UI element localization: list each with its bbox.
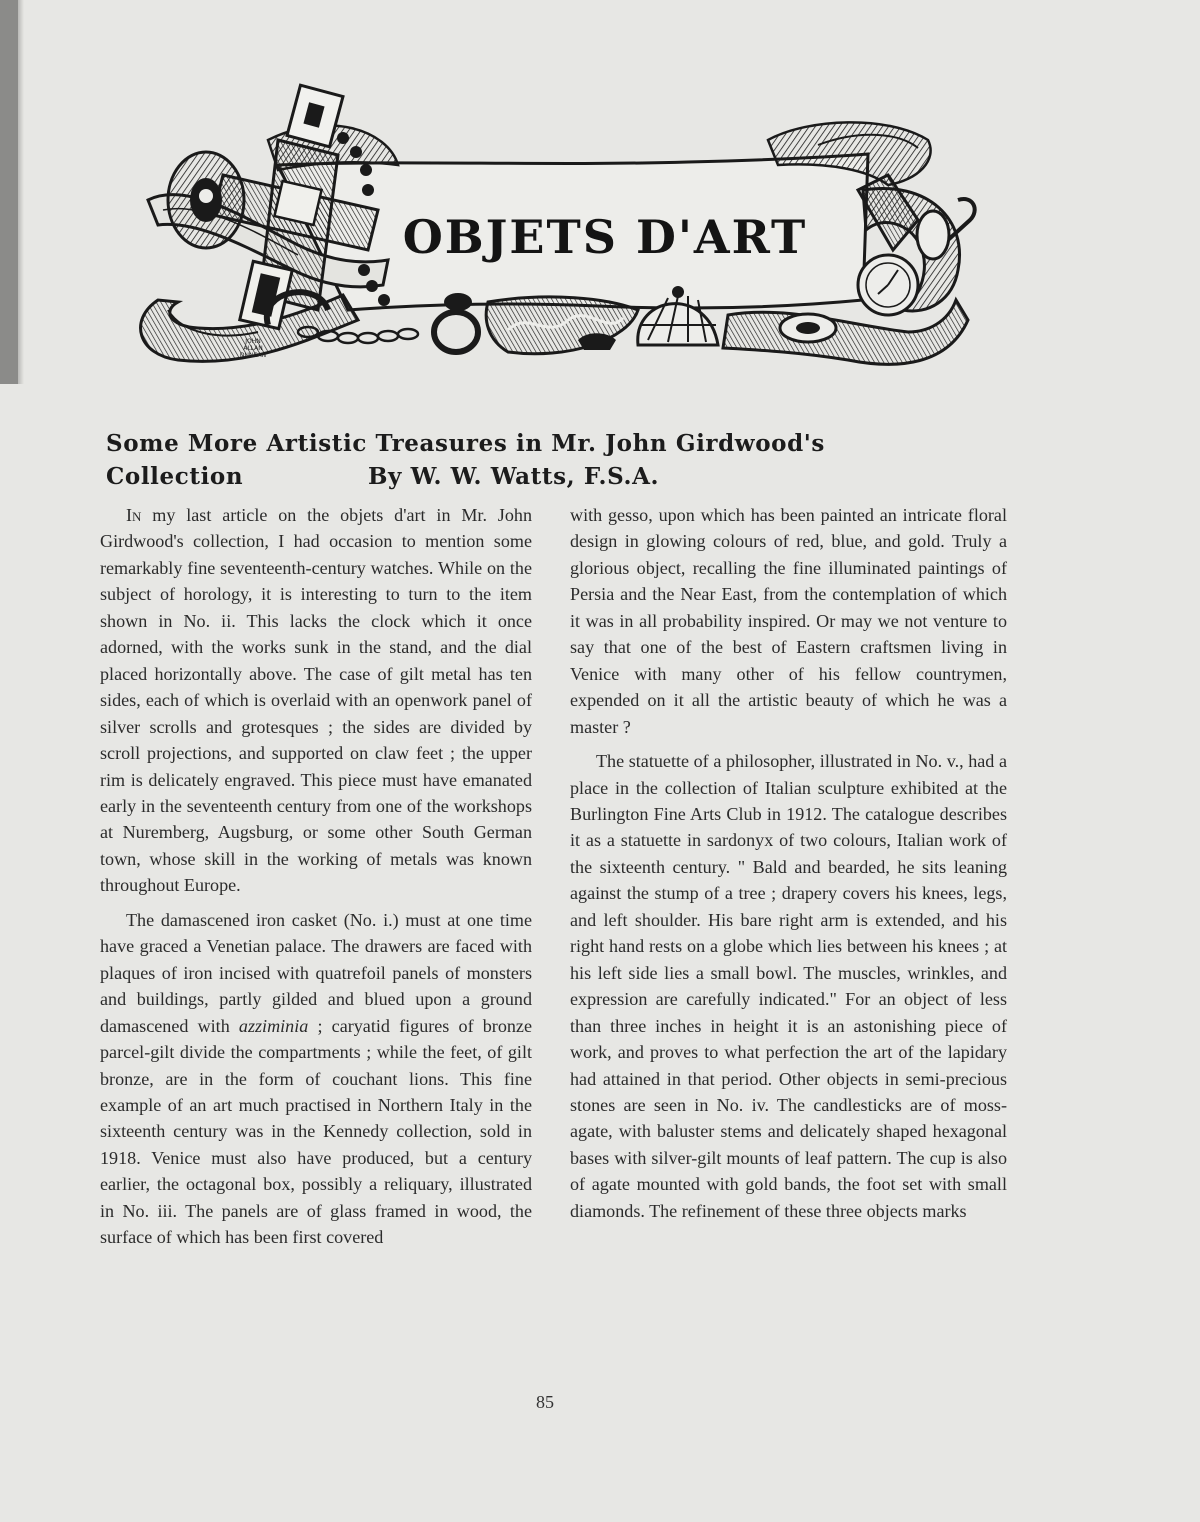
paragraph-text: ; caryatid figures of bronze parcel-gilt divide the compartments ; while the feet, of gilt bronze, are in the form of couchant lions. This fine example of an art much practised in Northern Italy in the sixteenth century was in the Kennedy collection, sold in 1918. Venice must also have produced, but a century earlier, the octagonal box, possibly a reliquary, illustrated in No. iii. The panels are of glass framed in wood, the surface of which has been first covered: [100, 1015, 532, 1248]
article-byline: By W. W. Watts, F.S.A.: [368, 463, 660, 490]
article-title-line-1: Some More Artistic Treasures in Mr. John Girdwood's: [106, 430, 825, 457]
text-column-left: [100, 502, 532, 1259]
paragraph: [100, 907, 532, 1251]
header-illustration: [128, 70, 990, 390]
paragraph: The statuette of a philosopher, illustrated in No. v., had a place in the collection of Italian sculpture exhibited at the Burlington Fine Arts Club in 1912. The catalogue describes it as a statuette in sardonyx of two colours, Italian work of the sixteenth century. " Bald and bearded, he sits leaning against the stump of a tree ; drapery covers his knees, legs, and left shoulder. His bare right arm is extended, and his right hand rests on a globe which lies between his knees ; at his left side lies a small bowl. The muscles, wrinkles, and expression are carefully indicated." For an object of less than three inches in height it is an astonishing piece of work, and proves to what perfection the art of the lapidary had attained in that period. Other objects in semi-precious stones are seen in No. iv. The candlesticks are of moss-agate, with baluster stems and delicately shaped hexagonal bases with silver-gilt mounts of leaf pattern. The cup is also of agate mounted with gold bands, the foot set with small diamonds. The refinement of these three objects marks: [570, 751, 1007, 1221]
text-column-right: [570, 502, 1007, 1232]
article-title: [106, 427, 1006, 493]
page-number: 85: [536, 1392, 554, 1412]
italic-term: azziminia: [238, 1015, 309, 1036]
paragraph: with gesso, upon which has been painted an intricate floral design in glowing colours of red, blue, and gold. Truly a glorious object, recalling the fine illuminated paintings of Persia and the Near East, from the contemplation of which it was in all probability inspired. Or may we not venture to say that one of the best of Eastern craftsmen living in Venice with many other of his fellow countrymen, expended on it all the artistic beauty of which he was a master ?: [570, 505, 1007, 737]
scanner-edge-shadow: [18, 0, 24, 384]
paragraph-text: The damascened iron casket (No. i.) must at one time have graced a Venetian palace. The drawers are faced with plaques of iron incised with quatrefoil panels of monsters and buildings, partly gilded and blued upon a ground damascened with: [100, 909, 532, 1036]
article-title-collection: Collection: [106, 463, 244, 490]
artist-signature: JOHN ALLAN DUNCAN: [239, 338, 267, 359]
article-title-line-2: [106, 460, 1006, 493]
scanner-edge: [0, 0, 18, 384]
paragraph: [100, 502, 532, 899]
paragraph-text: my last article on the objets d'art in Mr. John Girdwood's collection, I had occasion to mention some remarkably fine seventeenth-century watches. While on the subject of horology, it is interesting to turn to the item shown in No. ii. This lacks the clock which it once adorned, with the works sunk in the stand, and the dial placed horizontally above. The case of gilt metal has ten sides, each of which is overlaid with an openwork panel of silver scrolls and grotesques ; the sides are divided by scroll projections, and supported on claw feet ; the upper rim is delicately engraved. This piece must have emanated early in the seventeenth century from one of the workshops at Nuremberg, Augsburg, or some other South German town, whose skill in the working of metals was known throughout Europe.: [100, 505, 532, 896]
drop-lead-word: In: [126, 505, 142, 525]
section-heading: OBJETS D'ART: [402, 210, 808, 264]
